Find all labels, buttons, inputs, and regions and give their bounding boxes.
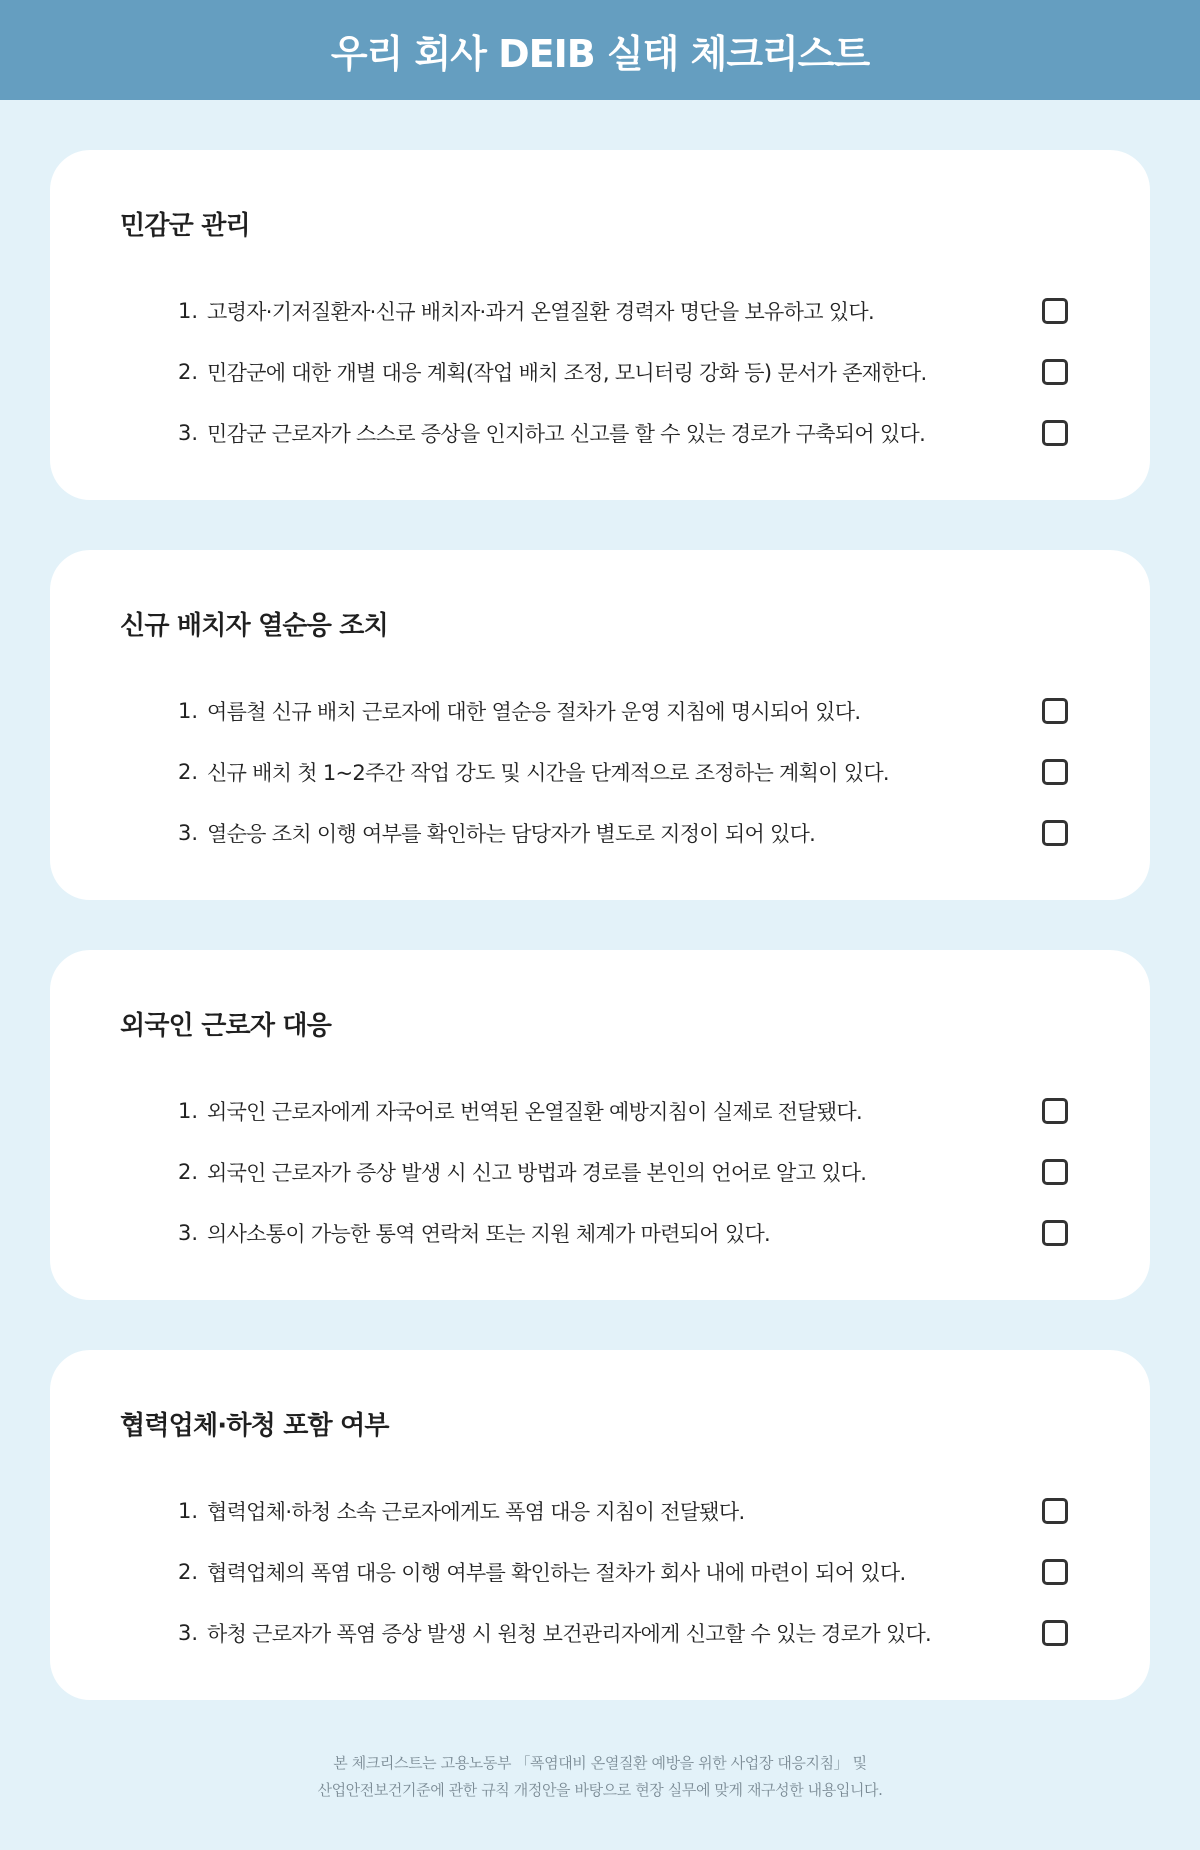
item-checkbox[interactable] <box>1042 1620 1068 1646</box>
item-checkbox[interactable] <box>1042 1559 1068 1585</box>
item-number: 1. <box>178 298 199 323</box>
item-number: 3. <box>178 1220 199 1245</box>
item-checkbox[interactable] <box>1042 1159 1068 1185</box>
item-text: 열순응 조치 이행 여부를 확인하는 담당자가 별도로 지정이 되어 있다. <box>207 821 816 846</box>
item-text: 의사소통이 가능한 통역 연락처 또는 지원 체계가 마련되어 있다. <box>207 1221 771 1246</box>
page-header <box>0 0 1200 100</box>
item-checkbox[interactable] <box>1042 420 1068 446</box>
footer-note <box>50 1750 1150 1804</box>
section-card-sensitive-group <box>50 150 1150 500</box>
section-title: 신규 배치자 열순응 조치 <box>120 611 388 641</box>
section-title: 협력업체·하청 포함 여부 <box>120 1411 389 1441</box>
checklist-items <box>120 680 1080 863</box>
item-checkbox[interactable] <box>1042 298 1068 324</box>
checklist-content <box>0 100 1200 1804</box>
item-number: 2. <box>178 1159 199 1184</box>
item-number: 3. <box>178 820 199 845</box>
item-number: 3. <box>178 420 199 445</box>
item-text: 하청 근로자가 폭염 증상 발생 시 원청 보건관리자에게 신고할 수 있는 경로가 있다. <box>207 1621 932 1646</box>
checklist-item <box>120 1602 1080 1663</box>
item-number: 1. <box>178 1498 199 1523</box>
item-text: 여름철 신규 배치 근로자에 대한 열순응 절차가 운영 지침에 명시되어 있다. <box>207 699 861 724</box>
page-title: 우리 회사 DEIB 실태 체크리스트 <box>330 31 870 76</box>
item-number: 2. <box>178 359 199 384</box>
item-text: 민감군에 대한 개별 대응 계획(작업 배치 조정, 모니터링 강화 등) 문서가 존재한다. <box>207 360 927 385</box>
item-number: 3. <box>178 1620 199 1645</box>
section-title: 외국인 근로자 대응 <box>120 1011 332 1041</box>
checklist-items <box>120 1080 1080 1263</box>
checklist-item <box>120 802 1080 863</box>
section-card-foreign-workers <box>50 950 1150 1300</box>
checklist-item <box>120 1541 1080 1602</box>
item-text: 신규 배치 첫 1~2주간 작업 강도 및 시간을 단계적으로 조정하는 계획이 있다. <box>207 760 889 785</box>
item-checkbox[interactable] <box>1042 759 1068 785</box>
checklist-item <box>120 280 1080 341</box>
item-text: 외국인 근로자에게 자국어로 번역된 온열질환 예방지침이 실제로 전달됐다. <box>207 1099 862 1124</box>
item-text: 민감군 근로자가 스스로 증상을 인지하고 신고를 할 수 있는 경로가 구축되어 있다. <box>207 421 926 446</box>
item-text: 협력업체의 폭염 대응 이행 여부를 확인하는 절차가 회사 내에 마련이 되어 있다. <box>207 1560 906 1585</box>
item-checkbox[interactable] <box>1042 1220 1068 1246</box>
item-number: 2. <box>178 759 199 784</box>
checklist-item <box>120 1141 1080 1202</box>
checklist-item <box>120 341 1080 402</box>
section-card-subcontractors <box>50 1350 1150 1700</box>
checklist-items <box>120 280 1080 463</box>
checklist-item <box>120 680 1080 741</box>
checklist-item <box>120 1080 1080 1141</box>
item-checkbox[interactable] <box>1042 820 1068 846</box>
checklist-item <box>120 1480 1080 1541</box>
item-text: 외국인 근로자가 증상 발생 시 신고 방법과 경로를 본인의 언어로 알고 있다. <box>207 1160 867 1185</box>
checklist-item <box>120 741 1080 802</box>
item-checkbox[interactable] <box>1042 1498 1068 1524</box>
checklist-item <box>120 1202 1080 1263</box>
checklist-item <box>120 402 1080 463</box>
item-checkbox[interactable] <box>1042 698 1068 724</box>
section-card-acclimatization <box>50 550 1150 900</box>
item-text: 고령자·기저질환자·신규 배치자·과거 온열질환 경력자 명단을 보유하고 있다. <box>207 299 874 324</box>
item-checkbox[interactable] <box>1042 359 1068 385</box>
footer-line-2: 산업안전보건기준에 관한 규칙 개정안을 바탕으로 현장 실무에 맞게 재구성한 내용입니다. <box>317 1781 883 1799</box>
checklist-items <box>120 1480 1080 1663</box>
item-text: 협력업체·하청 소속 근로자에게도 폭염 대응 지침이 전달됐다. <box>207 1499 745 1524</box>
section-title: 민감군 관리 <box>120 211 250 241</box>
item-number: 2. <box>178 1559 199 1584</box>
item-number: 1. <box>178 1098 199 1123</box>
footer-line-1: 본 체크리스트는 고용노동부 「폭염대비 온열질환 예방을 위한 사업장 대응지침」 및 <box>333 1754 867 1772</box>
item-number: 1. <box>178 698 199 723</box>
item-checkbox[interactable] <box>1042 1098 1068 1124</box>
